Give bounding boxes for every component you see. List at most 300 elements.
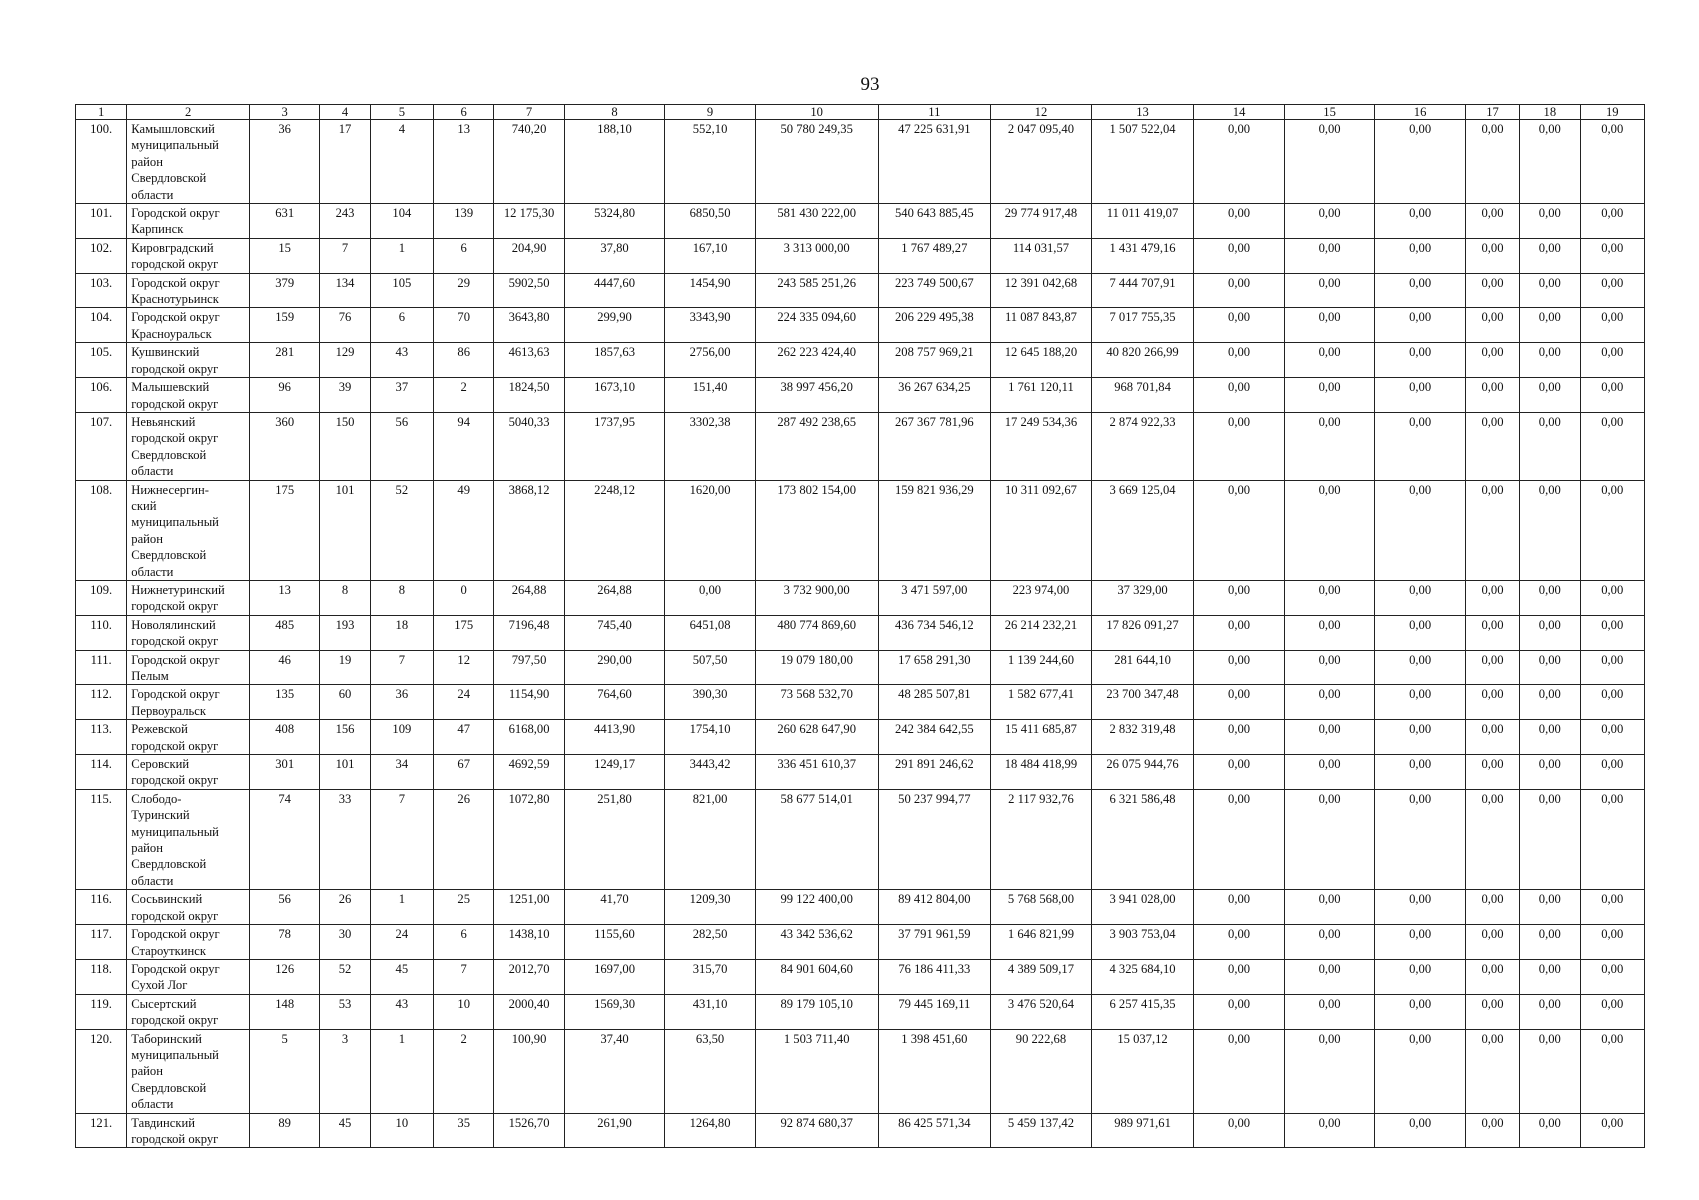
cell-col-3: 36 <box>249 120 319 204</box>
cell-col-19: 0,00 <box>1580 789 1645 889</box>
cell-col-6: 26 <box>434 789 494 889</box>
cell-col-10: 73 568 532,70 <box>755 685 878 720</box>
cell-col-12: 90 222,68 <box>991 1029 1092 1113</box>
cell-col-12: 29 774 917,48 <box>991 204 1092 239</box>
cell-col-6: 6 <box>434 238 494 273</box>
column-header-13: 13 <box>1091 105 1194 120</box>
cell-col-6: 139 <box>434 204 494 239</box>
cell-col-16: 0,00 <box>1375 925 1466 960</box>
cell-col-11: 223 749 500,67 <box>878 273 991 308</box>
cell-col-5: 43 <box>370 994 433 1029</box>
cell-col-10: 224 335 094,60 <box>755 308 878 343</box>
cell-col-17: 0,00 <box>1465 273 1519 308</box>
cell-col-17: 0,00 <box>1465 204 1519 239</box>
cell-col-5: 10 <box>370 1113 433 1148</box>
cell-col-15: 0,00 <box>1284 1029 1375 1113</box>
cell-col-4: 193 <box>320 615 370 650</box>
cell-col-3: 46 <box>249 650 319 685</box>
cell-col-7: 264,88 <box>494 580 564 615</box>
cell-col-16: 0,00 <box>1375 308 1466 343</box>
cell-col-7: 12 175,30 <box>494 204 564 239</box>
table-row <box>76 755 1645 790</box>
cell-col-15: 0,00 <box>1284 685 1375 720</box>
municipality-name <box>127 412 250 480</box>
cell-col-5: 24 <box>370 925 433 960</box>
row-number: 119. <box>76 994 127 1029</box>
cell-col-5: 4 <box>370 120 433 204</box>
cell-col-13: 15 037,12 <box>1091 1029 1194 1113</box>
cell-col-11: 291 891 246,62 <box>878 755 991 790</box>
table-row <box>76 480 1645 580</box>
cell-col-3: 13 <box>249 580 319 615</box>
cell-col-14: 0,00 <box>1194 1029 1285 1113</box>
cell-col-9: 1620,00 <box>665 480 756 580</box>
cell-col-5: 8 <box>370 580 433 615</box>
cell-col-6: 7 <box>434 959 494 994</box>
cell-col-3: 74 <box>249 789 319 889</box>
cell-col-4: 45 <box>320 1113 370 1148</box>
municipality-name-line: Новолялинский <box>131 617 216 632</box>
cell-col-8: 1673,10 <box>564 378 665 413</box>
municipality-name <box>127 650 250 685</box>
cell-col-19: 0,00 <box>1580 343 1645 378</box>
cell-col-16: 0,00 <box>1375 650 1466 685</box>
cell-col-5: 104 <box>370 204 433 239</box>
municipality-name <box>127 1029 250 1113</box>
cell-col-17: 0,00 <box>1465 1029 1519 1113</box>
municipality-name-line: муниципальный <box>131 824 219 839</box>
municipality-name-line: городской округ <box>131 599 219 614</box>
row-number: 115. <box>76 789 127 889</box>
municipality-name-line: городской округ <box>131 908 219 923</box>
municipality-name <box>127 890 250 925</box>
cell-col-19: 0,00 <box>1580 120 1645 204</box>
cell-col-5: 7 <box>370 789 433 889</box>
cell-col-7: 3643,80 <box>494 308 564 343</box>
cell-col-9: 552,10 <box>665 120 756 204</box>
cell-col-6: 0 <box>434 580 494 615</box>
cell-col-14: 0,00 <box>1194 650 1285 685</box>
cell-col-11: 89 412 804,00 <box>878 890 991 925</box>
table-row <box>76 994 1645 1029</box>
cell-col-13: 40 820 266,99 <box>1091 343 1194 378</box>
cell-col-19: 0,00 <box>1580 925 1645 960</box>
cell-col-5: 105 <box>370 273 433 308</box>
cell-col-7: 2012,70 <box>494 959 564 994</box>
column-header-12: 12 <box>991 105 1092 120</box>
data-table <box>75 104 1645 1148</box>
municipality-name-line: Свердловской <box>131 1080 207 1095</box>
cell-col-4: 53 <box>320 994 370 1029</box>
cell-col-7: 7196,48 <box>494 615 564 650</box>
cell-col-3: 126 <box>249 959 319 994</box>
cell-col-3: 96 <box>249 378 319 413</box>
row-number: 116. <box>76 890 127 925</box>
municipality-name-line: Свердловской <box>131 447 207 462</box>
municipality-name-line: Краснотурьинск <box>131 292 219 307</box>
cell-col-10: 581 430 222,00 <box>755 204 878 239</box>
cell-col-15: 0,00 <box>1284 238 1375 273</box>
cell-col-3: 89 <box>249 1113 319 1148</box>
cell-col-15: 0,00 <box>1284 480 1375 580</box>
cell-col-11: 242 384 642,55 <box>878 720 991 755</box>
cell-col-18: 0,00 <box>1520 238 1580 273</box>
municipality-name-line: городской округ <box>131 257 219 272</box>
cell-col-4: 19 <box>320 650 370 685</box>
cell-col-5: 52 <box>370 480 433 580</box>
cell-col-15: 0,00 <box>1284 994 1375 1029</box>
cell-col-15: 0,00 <box>1284 120 1375 204</box>
cell-col-17: 0,00 <box>1465 1113 1519 1148</box>
cell-col-17: 0,00 <box>1465 378 1519 413</box>
cell-col-8: 290,00 <box>564 650 665 685</box>
cell-col-9: 1454,90 <box>665 273 756 308</box>
municipality-name-line: Городской округ <box>131 310 220 325</box>
municipality-name-line: Кушвинский <box>131 345 200 360</box>
municipality-name-line: Свердловской <box>131 548 207 563</box>
cell-col-6: 49 <box>434 480 494 580</box>
cell-col-16: 0,00 <box>1375 1029 1466 1113</box>
cell-col-16: 0,00 <box>1375 378 1466 413</box>
cell-col-4: 30 <box>320 925 370 960</box>
cell-col-13: 2 874 922,33 <box>1091 412 1194 480</box>
cell-col-19: 0,00 <box>1580 1029 1645 1113</box>
cell-col-14: 0,00 <box>1194 755 1285 790</box>
municipality-name <box>127 959 250 994</box>
cell-col-8: 764,60 <box>564 685 665 720</box>
cell-col-18: 0,00 <box>1520 789 1580 889</box>
cell-col-18: 0,00 <box>1520 480 1580 580</box>
cell-col-11: 208 757 969,21 <box>878 343 991 378</box>
municipality-name-line: Нижнетуринский <box>131 582 225 597</box>
cell-col-4: 101 <box>320 755 370 790</box>
municipality-name-line: ский <box>131 498 157 513</box>
cell-col-9: 6451,08 <box>665 615 756 650</box>
cell-col-18: 0,00 <box>1520 120 1580 204</box>
municipality-name-line: городской округ <box>131 431 219 446</box>
cell-col-19: 0,00 <box>1580 720 1645 755</box>
cell-col-10: 287 492 238,65 <box>755 412 878 480</box>
row-number: 113. <box>76 720 127 755</box>
cell-col-17: 0,00 <box>1465 238 1519 273</box>
cell-col-10: 3 313 000,00 <box>755 238 878 273</box>
cell-col-15: 0,00 <box>1284 925 1375 960</box>
cell-col-4: 243 <box>320 204 370 239</box>
cell-col-6: 47 <box>434 720 494 755</box>
cell-col-19: 0,00 <box>1580 378 1645 413</box>
cell-col-7: 1154,90 <box>494 685 564 720</box>
table-row <box>76 580 1645 615</box>
cell-col-14: 0,00 <box>1194 925 1285 960</box>
cell-col-14: 0,00 <box>1194 685 1285 720</box>
cell-col-3: 379 <box>249 273 319 308</box>
municipality-name <box>127 308 250 343</box>
table-row <box>76 120 1645 204</box>
cell-col-13: 6 321 586,48 <box>1091 789 1194 889</box>
cell-col-7: 1072,80 <box>494 789 564 889</box>
cell-col-13: 281 644,10 <box>1091 650 1194 685</box>
cell-col-19: 0,00 <box>1580 308 1645 343</box>
cell-col-19: 0,00 <box>1580 650 1645 685</box>
cell-col-16: 0,00 <box>1375 412 1466 480</box>
cell-col-11: 1 767 489,27 <box>878 238 991 273</box>
cell-col-19: 0,00 <box>1580 238 1645 273</box>
cell-col-6: 10 <box>434 994 494 1029</box>
column-number-header-row <box>76 105 1645 120</box>
cell-col-6: 86 <box>434 343 494 378</box>
cell-col-6: 70 <box>434 308 494 343</box>
column-header-16: 16 <box>1375 105 1466 120</box>
municipality-name-line: городской округ <box>131 738 219 753</box>
cell-col-11: 267 367 781,96 <box>878 412 991 480</box>
cell-col-15: 0,00 <box>1284 308 1375 343</box>
cell-col-9: 1264,80 <box>665 1113 756 1148</box>
cell-col-16: 0,00 <box>1375 959 1466 994</box>
cell-col-8: 2248,12 <box>564 480 665 580</box>
cell-col-8: 1697,00 <box>564 959 665 994</box>
cell-col-12: 114 031,57 <box>991 238 1092 273</box>
cell-col-13: 26 075 944,76 <box>1091 755 1194 790</box>
municipality-name <box>127 720 250 755</box>
cell-col-9: 507,50 <box>665 650 756 685</box>
cell-col-8: 261,90 <box>564 1113 665 1148</box>
cell-col-13: 37 329,00 <box>1091 580 1194 615</box>
municipality-name-line: Слободо- <box>131 791 182 806</box>
cell-col-14: 0,00 <box>1194 120 1285 204</box>
cell-col-12: 5 768 568,00 <box>991 890 1092 925</box>
cell-col-10: 50 780 249,35 <box>755 120 878 204</box>
municipality-name-line: Первоуральск <box>131 703 206 718</box>
cell-col-19: 0,00 <box>1580 685 1645 720</box>
municipality-name-line: район <box>131 841 163 856</box>
cell-col-12: 5 459 137,42 <box>991 1113 1092 1148</box>
cell-col-9: 3302,38 <box>665 412 756 480</box>
municipality-name-line: Тавдинский <box>131 1115 195 1130</box>
row-number: 109. <box>76 580 127 615</box>
cell-col-19: 0,00 <box>1580 994 1645 1029</box>
cell-col-12: 2 047 095,40 <box>991 120 1092 204</box>
municipality-name <box>127 580 250 615</box>
cell-col-13: 2 832 319,48 <box>1091 720 1194 755</box>
column-header-2: 2 <box>127 105 250 120</box>
cell-col-11: 86 425 571,34 <box>878 1113 991 1148</box>
cell-col-4: 39 <box>320 378 370 413</box>
cell-col-9: 1209,30 <box>665 890 756 925</box>
cell-col-7: 1438,10 <box>494 925 564 960</box>
municipality-name-line: Красноуральск <box>131 326 212 341</box>
cell-col-7: 1251,00 <box>494 890 564 925</box>
municipality-name-line: Малышевский <box>131 380 210 395</box>
municipality-name-line: Серовский <box>131 757 190 772</box>
table-row <box>76 1029 1645 1113</box>
municipality-name <box>127 789 250 889</box>
cell-col-15: 0,00 <box>1284 720 1375 755</box>
cell-col-14: 0,00 <box>1194 308 1285 343</box>
cell-col-4: 156 <box>320 720 370 755</box>
table-row <box>76 789 1645 889</box>
column-header-3: 3 <box>249 105 319 120</box>
cell-col-18: 0,00 <box>1520 994 1580 1029</box>
row-number: 117. <box>76 925 127 960</box>
table-row <box>76 343 1645 378</box>
row-number: 120. <box>76 1029 127 1113</box>
row-number: 110. <box>76 615 127 650</box>
cell-col-12: 17 249 534,36 <box>991 412 1092 480</box>
cell-col-10: 173 802 154,00 <box>755 480 878 580</box>
cell-col-7: 3868,12 <box>494 480 564 580</box>
cell-col-18: 0,00 <box>1520 959 1580 994</box>
cell-col-16: 0,00 <box>1375 720 1466 755</box>
municipality-name-line: Свердловской <box>131 857 207 872</box>
cell-col-18: 0,00 <box>1520 650 1580 685</box>
cell-col-13: 23 700 347,48 <box>1091 685 1194 720</box>
cell-col-12: 18 484 418,99 <box>991 755 1092 790</box>
cell-col-7: 5902,50 <box>494 273 564 308</box>
cell-col-17: 0,00 <box>1465 994 1519 1029</box>
cell-col-12: 1 761 120,11 <box>991 378 1092 413</box>
cell-col-6: 24 <box>434 685 494 720</box>
cell-col-3: 5 <box>249 1029 319 1113</box>
municipality-name-line: муниципальный <box>131 138 219 153</box>
cell-col-14: 0,00 <box>1194 480 1285 580</box>
cell-col-6: 67 <box>434 755 494 790</box>
municipality-name <box>127 685 250 720</box>
cell-col-6: 29 <box>434 273 494 308</box>
municipality-name-line: район <box>131 154 163 169</box>
cell-col-10: 89 179 105,10 <box>755 994 878 1029</box>
municipality-name-line: городской округ <box>131 396 219 411</box>
cell-col-15: 0,00 <box>1284 412 1375 480</box>
cell-col-3: 301 <box>249 755 319 790</box>
cell-col-5: 43 <box>370 343 433 378</box>
cell-col-17: 0,00 <box>1465 480 1519 580</box>
municipality-name <box>127 238 250 273</box>
cell-col-8: 745,40 <box>564 615 665 650</box>
cell-col-19: 0,00 <box>1580 412 1645 480</box>
cell-col-16: 0,00 <box>1375 1113 1466 1148</box>
cell-col-16: 0,00 <box>1375 238 1466 273</box>
cell-col-17: 0,00 <box>1465 343 1519 378</box>
cell-col-4: 150 <box>320 412 370 480</box>
table-row <box>76 238 1645 273</box>
cell-col-13: 7 444 707,91 <box>1091 273 1194 308</box>
cell-col-8: 37,40 <box>564 1029 665 1113</box>
cell-col-8: 37,80 <box>564 238 665 273</box>
cell-col-5: 18 <box>370 615 433 650</box>
cell-col-14: 0,00 <box>1194 238 1285 273</box>
cell-col-9: 151,40 <box>665 378 756 413</box>
cell-col-9: 167,10 <box>665 238 756 273</box>
municipality-name <box>127 273 250 308</box>
cell-col-11: 48 285 507,81 <box>878 685 991 720</box>
column-header-6: 6 <box>434 105 494 120</box>
cell-col-11: 47 225 631,91 <box>878 120 991 204</box>
cell-col-17: 0,00 <box>1465 959 1519 994</box>
cell-col-17: 0,00 <box>1465 720 1519 755</box>
cell-col-7: 1526,70 <box>494 1113 564 1148</box>
table-row <box>76 890 1645 925</box>
cell-col-9: 0,00 <box>665 580 756 615</box>
municipality-name-line: Городской округ <box>131 961 220 976</box>
municipality-name-line: Городской округ <box>131 206 220 221</box>
cell-col-4: 17 <box>320 120 370 204</box>
cell-col-18: 0,00 <box>1520 890 1580 925</box>
cell-col-8: 1857,63 <box>564 343 665 378</box>
cell-col-18: 0,00 <box>1520 615 1580 650</box>
cell-col-16: 0,00 <box>1375 480 1466 580</box>
cell-col-5: 1 <box>370 238 433 273</box>
page-number: 93 <box>860 74 880 95</box>
cell-col-5: 36 <box>370 685 433 720</box>
municipality-name <box>127 343 250 378</box>
cell-col-16: 0,00 <box>1375 120 1466 204</box>
cell-col-14: 0,00 <box>1194 204 1285 239</box>
cell-col-11: 159 821 936,29 <box>878 480 991 580</box>
cell-col-15: 0,00 <box>1284 1113 1375 1148</box>
cell-col-4: 76 <box>320 308 370 343</box>
row-number: 107. <box>76 412 127 480</box>
cell-col-9: 1754,10 <box>665 720 756 755</box>
cell-col-4: 101 <box>320 480 370 580</box>
cell-col-10: 43 342 536,62 <box>755 925 878 960</box>
municipality-name <box>127 755 250 790</box>
cell-col-14: 0,00 <box>1194 343 1285 378</box>
cell-col-15: 0,00 <box>1284 580 1375 615</box>
column-header-15: 15 <box>1284 105 1375 120</box>
municipality-name-line: Городской округ <box>131 275 220 290</box>
cell-col-12: 12 645 188,20 <box>991 343 1092 378</box>
cell-col-10: 1 503 711,40 <box>755 1029 878 1113</box>
cell-col-12: 1 139 244,60 <box>991 650 1092 685</box>
cell-col-7: 204,90 <box>494 238 564 273</box>
cell-col-13: 7 017 755,35 <box>1091 308 1194 343</box>
row-number: 104. <box>76 308 127 343</box>
row-number: 102. <box>76 238 127 273</box>
cell-col-11: 79 445 169,11 <box>878 994 991 1029</box>
municipality-name-line: район <box>131 1064 163 1079</box>
table-row <box>76 685 1645 720</box>
cell-col-6: 12 <box>434 650 494 685</box>
column-header-9: 9 <box>665 105 756 120</box>
cell-col-12: 3 476 520,64 <box>991 994 1092 1029</box>
column-header-14: 14 <box>1194 105 1285 120</box>
cell-col-16: 0,00 <box>1375 789 1466 889</box>
municipality-name-line: городской округ <box>131 361 219 376</box>
cell-col-18: 0,00 <box>1520 685 1580 720</box>
cell-col-15: 0,00 <box>1284 650 1375 685</box>
cell-col-3: 78 <box>249 925 319 960</box>
cell-col-15: 0,00 <box>1284 378 1375 413</box>
cell-col-12: 2 117 932,76 <box>991 789 1092 889</box>
cell-col-14: 0,00 <box>1194 959 1285 994</box>
cell-col-10: 38 997 456,20 <box>755 378 878 413</box>
table-row <box>76 720 1645 755</box>
cell-col-18: 0,00 <box>1520 343 1580 378</box>
cell-col-3: 159 <box>249 308 319 343</box>
cell-col-15: 0,00 <box>1284 343 1375 378</box>
municipality-name-line: области <box>131 564 174 579</box>
cell-col-5: 45 <box>370 959 433 994</box>
cell-col-4: 8 <box>320 580 370 615</box>
cell-col-15: 0,00 <box>1284 959 1375 994</box>
cell-col-13: 3 903 753,04 <box>1091 925 1194 960</box>
cell-col-14: 0,00 <box>1194 412 1285 480</box>
table-row <box>76 273 1645 308</box>
table-row <box>76 204 1645 239</box>
cell-col-5: 7 <box>370 650 433 685</box>
cell-col-19: 0,00 <box>1580 580 1645 615</box>
cell-col-3: 175 <box>249 480 319 580</box>
